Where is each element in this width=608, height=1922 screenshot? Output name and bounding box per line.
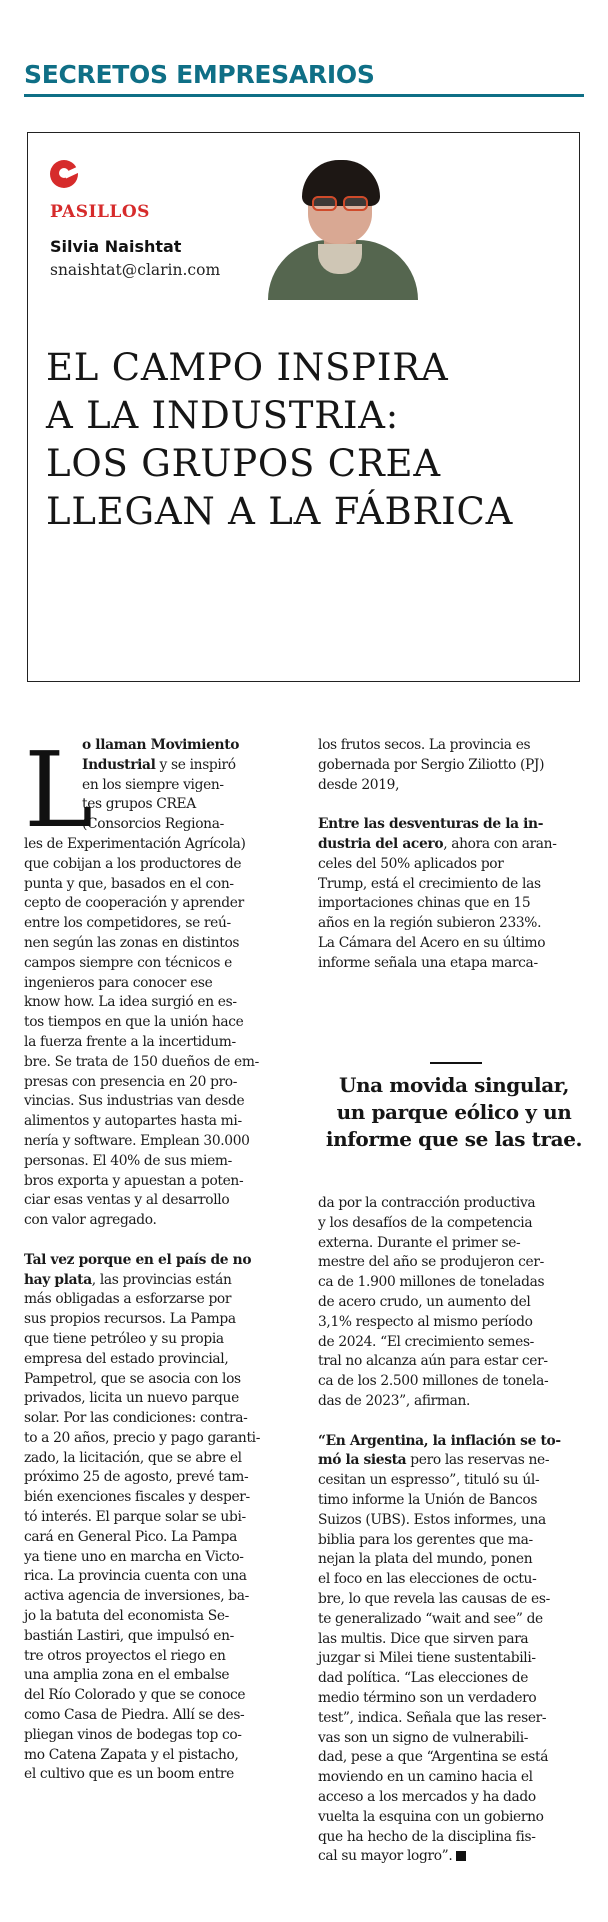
line-text: como Casa de Piedra. Allí se des- — [24, 1707, 245, 1724]
text-line — [24, 1389, 286, 1409]
line-text: biblia para los gerentes que ma- — [318, 1531, 533, 1548]
line-text: mo Catena Zapata y el pistacho, — [24, 1746, 239, 1763]
text-line — [24, 1706, 286, 1726]
text-line — [24, 993, 286, 1013]
text-line — [318, 875, 580, 895]
text-line — [24, 1548, 286, 1568]
pull-quote — [314, 1072, 594, 1153]
headline-line: LLEGAN A LA FÁBRICA — [46, 490, 514, 533]
line-text: vincias. Sus industrias van desde — [24, 1093, 245, 1110]
line-text: activa agencia de inversiones, ba- — [24, 1588, 249, 1605]
text-line — [24, 1468, 286, 1488]
line-text: años en la región subieron 233%. — [318, 915, 542, 932]
line-text: vas son un signo de vulnerabili- — [318, 1729, 529, 1746]
text-line — [24, 1765, 286, 1785]
text-line — [24, 1587, 286, 1607]
text-line — [318, 954, 580, 974]
line-text: tral no alcanza aún para estar cer- — [318, 1353, 548, 1370]
line-text: , las provincias están — [91, 1271, 232, 1288]
text-line — [318, 1432, 580, 1452]
line-text: vuelta la esquina con un gobierno — [318, 1808, 544, 1825]
line-text: das de 2023”, afirman. — [318, 1392, 471, 1409]
text-line — [318, 1550, 580, 1570]
bold-lead: Industrial — [82, 756, 156, 773]
pullquote-rule — [430, 1062, 482, 1064]
headline — [46, 344, 566, 536]
bold-lead: mó la siesta — [318, 1452, 407, 1469]
line-text: el foco en las elecciones de octu- — [318, 1571, 537, 1588]
line-text: pliegan vinos de bodegas top co- — [24, 1726, 242, 1743]
text-line — [24, 1290, 286, 1310]
line-text: punta y que, basados en el con- — [24, 875, 234, 892]
text-line — [318, 1630, 580, 1650]
text-line — [24, 934, 286, 954]
line-text: Pampetrol, que se asocia con los — [24, 1370, 241, 1387]
line-text: Trump, está el crecimiento de las — [318, 875, 541, 892]
text-line — [318, 1313, 580, 1333]
line-text: mestre del año se produjeron cer- — [318, 1254, 544, 1271]
text-line — [318, 1214, 580, 1234]
line-text: y los desafíos de la competencia — [318, 1214, 533, 1231]
text-line — [318, 756, 580, 776]
line-text: 3,1% respecto al mismo período — [318, 1313, 533, 1330]
text-line — [24, 1449, 286, 1469]
text-line — [318, 1253, 580, 1273]
line-text: tre otros proyectos el riego en — [24, 1647, 226, 1664]
paragraph-gap — [24, 1231, 286, 1251]
line-text: más obligadas a esforzarse por — [24, 1291, 232, 1308]
bold-lead: “En Argentina, la inflación se to- — [318, 1432, 561, 1449]
text-line — [318, 1234, 580, 1254]
text-line — [24, 1271, 286, 1291]
author-photo — [260, 152, 420, 300]
text-line — [24, 1112, 286, 1132]
text-line — [318, 894, 580, 914]
line-text: ca de 1.900 millones de toneladas — [318, 1274, 545, 1291]
text-line — [24, 1132, 286, 1152]
text-line — [318, 1689, 580, 1709]
article-column-left — [24, 729, 286, 1785]
line-text: del Río Colorado y que se conoce — [24, 1687, 246, 1704]
bold-lead: o llaman Movimiento — [82, 737, 240, 753]
line-text: ciar esas ventas y al desarrollo — [24, 1192, 230, 1209]
line-text: timo informe la Unión de Bancos — [318, 1491, 538, 1508]
line-text: tes grupos CREA — [82, 796, 196, 813]
text-line — [24, 1370, 286, 1390]
line-text: privados, licita un nuevo parque — [24, 1390, 239, 1407]
line-text: desde 2019, — [318, 776, 400, 793]
text-line — [24, 894, 286, 914]
line-text: pero las reservas ne- — [406, 1452, 550, 1469]
text-line — [318, 1669, 580, 1689]
text-line — [24, 1409, 286, 1429]
text-line — [318, 1729, 580, 1749]
text-line — [24, 1607, 286, 1627]
paragraph-gap — [318, 795, 580, 815]
drop-cap: L — [24, 729, 93, 851]
text-line — [24, 1073, 286, 1093]
line-text: de acero crudo, un aumento del — [318, 1293, 531, 1310]
bold-lead: dustria del acero — [318, 835, 444, 852]
line-text: dad política. “Las elecciones de — [318, 1670, 529, 1687]
line-text: sus propios recursos. La Pampa — [24, 1311, 236, 1328]
bold-lead: hay plata — [24, 1271, 92, 1288]
line-text: rica. La provincia cuenta con una — [24, 1568, 247, 1585]
text-line — [318, 855, 580, 875]
text-line — [24, 1172, 286, 1192]
line-text: próximo 25 de agosto, prevé tam- — [24, 1469, 249, 1486]
text-line — [318, 1293, 580, 1313]
text-line — [318, 776, 580, 796]
line-text: empresa del estado provincial, — [24, 1350, 229, 1367]
text-line — [318, 1451, 580, 1471]
line-text: ca de los 2.500 millones de tonela- — [318, 1373, 549, 1390]
line-text: tos tiempos en que la unión hace — [24, 1014, 244, 1031]
text-line — [24, 1152, 286, 1172]
line-text: moviendo en un camino hacia el — [318, 1769, 533, 1786]
line-text: personas. El 40% de sus miem- — [24, 1152, 232, 1169]
text-line — [318, 1273, 580, 1293]
line-text: solar. Por las condiciones: contra- — [24, 1410, 248, 1427]
pull-quote-line: Una movida singular, — [338, 1073, 570, 1097]
line-text: bastián Lastiri, que impulsó en- — [24, 1627, 234, 1644]
pull-quote-line: un parque eólico y un — [336, 1100, 572, 1124]
line-text: tó interés. El parque solar se ubi- — [24, 1509, 246, 1526]
text-line — [24, 1013, 286, 1033]
text-line — [24, 1528, 286, 1548]
line-text: zado, la licitación, que se abre el — [24, 1449, 242, 1466]
text-line — [318, 1372, 580, 1392]
line-text: te generalizado “wait and see” de — [318, 1610, 543, 1627]
text-line — [318, 1491, 580, 1511]
text-line — [24, 1508, 286, 1528]
text-line — [318, 1531, 580, 1551]
line-text: La Cámara del Acero en su último — [318, 934, 546, 951]
line-text: juzgar si Milei tiene sustentabili- — [318, 1650, 536, 1667]
headline-line: LOS GRUPOS CREA — [46, 442, 441, 485]
line-text: que tiene petróleo y su propia — [24, 1330, 224, 1347]
line-text: Suizos (UBS). Estos informes, una — [318, 1511, 546, 1528]
line-text: alimentos y autopartes hasta mi- — [24, 1113, 242, 1130]
text-line — [318, 1649, 580, 1669]
line-text: ya tiene uno en marcha en Victo- — [24, 1548, 244, 1565]
headline-line: EL CAMPO INSPIRA — [46, 346, 449, 389]
text-line — [318, 1828, 580, 1848]
line-text: cepto de cooperación y aprender — [24, 895, 244, 912]
line-text: cará en General Pico. La Pampa — [24, 1528, 238, 1545]
text-line — [24, 954, 286, 974]
line-text: les de Experimentación Agrícola) — [24, 835, 246, 852]
line-text: la fuerza frente a la incertidum- — [24, 1033, 236, 1050]
line-text: bros exporta y apuestan a poten- — [24, 1172, 244, 1189]
text-line — [24, 1330, 286, 1350]
text-line — [318, 1788, 580, 1808]
text-line — [24, 1251, 286, 1271]
text-line — [318, 1194, 580, 1214]
line-text: en los siempre vigen- — [82, 776, 224, 793]
line-text: presas con presencia en 20 pro- — [24, 1073, 238, 1090]
line-text: y se inspiró — [155, 756, 236, 773]
text-line — [24, 1429, 286, 1449]
text-line — [24, 1033, 286, 1053]
text-line — [318, 1768, 580, 1788]
line-text: da por la contracción productiva — [318, 1195, 536, 1211]
text-line — [318, 1570, 580, 1590]
text-line — [318, 934, 580, 954]
line-text: importaciones chinas que en 15 — [318, 895, 531, 912]
text-line — [318, 835, 580, 855]
text-line — [24, 875, 286, 895]
text-line — [24, 1686, 286, 1706]
line-text: una amplia zona en el embalse — [24, 1667, 230, 1684]
text-line — [318, 736, 580, 756]
line-text: ingenieros para conocer ese — [24, 974, 213, 991]
line-text: bre, lo que revela las causas de es- — [318, 1590, 550, 1607]
text-line — [318, 1471, 580, 1491]
line-text: , ahora con aran- — [443, 835, 557, 852]
paragraph-gap — [318, 1412, 580, 1432]
line-text: con valor agregado. — [24, 1212, 157, 1229]
text-line — [24, 1666, 286, 1686]
text-line — [24, 1191, 286, 1211]
text-line — [24, 1310, 286, 1330]
text-line — [24, 914, 286, 934]
section-title: SECRETOS EMPRESARIOS — [24, 60, 375, 89]
line-text: informe señala una etapa marca- — [318, 954, 538, 971]
line-text: campos siempre con técnicos e — [24, 954, 232, 971]
text-line — [24, 1726, 286, 1746]
column-kicker: PASILLOS — [50, 202, 150, 222]
line-text: externa. Durante el primer se- — [318, 1234, 521, 1251]
text-line — [24, 855, 286, 875]
text-line — [24, 1746, 286, 1766]
author-email[interactable]: snaishtat@clarin.com — [50, 261, 221, 279]
text-line — [24, 1350, 286, 1370]
text-line — [318, 1748, 580, 1768]
line-text: nen según las zonas en distintos — [24, 934, 240, 951]
line-text: medio término son un verdadero — [318, 1689, 537, 1706]
text-line — [318, 1333, 580, 1353]
line-text: bién exenciones fiscales y desper- — [24, 1489, 250, 1506]
headline-line: A LA INDUSTRIA: — [46, 394, 400, 437]
text-line — [24, 1092, 286, 1112]
line-text: cesitan un espresso”, tituló su úl- — [318, 1472, 540, 1489]
text-line — [24, 1488, 286, 1508]
line-text: nejan la plata del mundo, ponen — [318, 1551, 533, 1568]
line-text: test”, indica. Señala que las reser- — [318, 1709, 547, 1726]
line-text: entre los competidores, se reú- — [24, 915, 231, 932]
line-text: cal su mayor logro”. — [318, 1848, 453, 1865]
text-line — [318, 914, 580, 934]
text-line — [24, 1647, 286, 1667]
article-column-right-bottom — [318, 1194, 580, 1867]
text-line — [318, 1610, 580, 1630]
text-line — [24, 1627, 286, 1647]
line-text: acceso a los mercados y ha dado — [318, 1788, 536, 1805]
line-text: to a 20 años, precio y pago garanti- — [24, 1429, 261, 1446]
line-text: gobernada por Sergio Ziliotto (PJ) — [318, 756, 545, 773]
text-line — [318, 1392, 580, 1412]
text-line — [24, 974, 286, 994]
text-line — [24, 1567, 286, 1587]
text-line — [318, 1590, 580, 1610]
text-line — [318, 815, 580, 835]
text-line — [24, 1211, 286, 1231]
line-text: bre. Se trata de 150 dueños de em- — [24, 1053, 259, 1070]
text-line — [24, 1053, 286, 1073]
line-text: que ha hecho de la disciplina fis- — [318, 1828, 536, 1845]
bold-lead: Entre las desventuras de la in- — [318, 816, 544, 833]
text-line — [318, 1511, 580, 1531]
text-line — [318, 1352, 580, 1372]
text-line — [318, 1847, 580, 1867]
line-text: jo la batuta del economista Se- — [24, 1608, 229, 1625]
line-text: celes del 50% aplicados por — [318, 855, 504, 872]
line-text: dad, pese a que “Argentina se está — [318, 1749, 549, 1766]
bold-lead: Tal vez porque en el país de no — [24, 1251, 252, 1268]
author-name: Silvia Naishtat — [50, 237, 182, 256]
text-line — [318, 1808, 580, 1828]
line-text: las multis. Dice que sirven para — [318, 1630, 529, 1647]
pull-quote-line: informe que se las trae. — [325, 1127, 583, 1151]
line-text: nería y software. Emplean 30.000 — [24, 1132, 250, 1149]
line-text: que cobijan a los productores de — [24, 855, 242, 872]
line-text: el cultivo que es un boom entre — [24, 1766, 234, 1783]
line-text: (Consorcios Regiona- — [82, 816, 224, 833]
end-mark-icon — [456, 1851, 466, 1861]
text-line — [318, 1709, 580, 1729]
line-text: los frutos secos. La provincia es — [318, 737, 531, 753]
line-text: know how. La idea surgió en es- — [24, 994, 237, 1011]
section-rule — [24, 94, 584, 97]
line-text: de 2024. “El crecimiento semes- — [318, 1333, 534, 1350]
article-column-right-top — [318, 736, 580, 974]
